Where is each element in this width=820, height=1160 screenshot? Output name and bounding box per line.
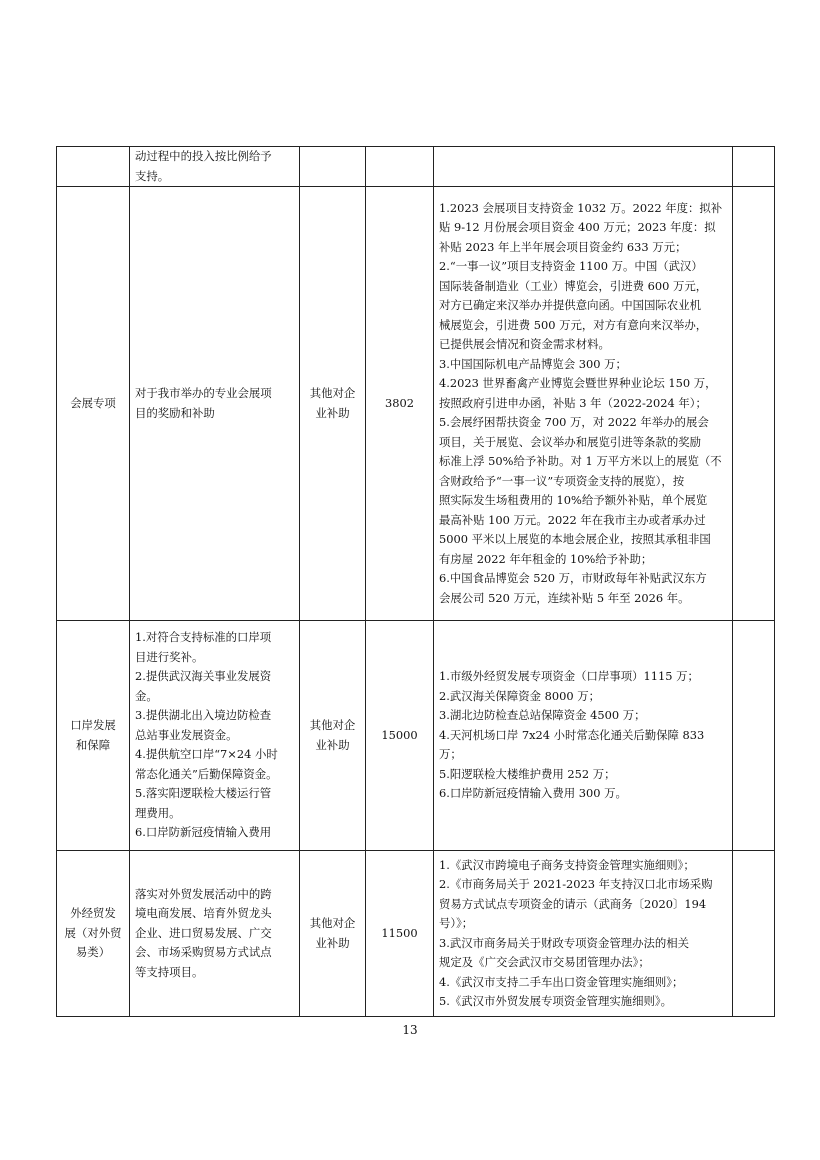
amount-cell: [366, 147, 434, 187]
description-line: 落实对外贸发展活动中的跨: [135, 886, 272, 901]
basis-line: 有房屋 2022 年年租金的 10%给予补助；: [439, 551, 653, 566]
description-line: 目进行奖补。: [135, 649, 204, 664]
amount-cell: 3802: [366, 187, 434, 621]
source-line: 业补助: [315, 737, 350, 752]
basis-line: 1.2023 会展项目支持资金 1032 万。2022 年度：拟补: [439, 200, 723, 215]
remark-cell: [733, 147, 775, 187]
description-line: 6.口岸防新冠疫情输入费用: [135, 825, 272, 840]
fund-source-cell: [300, 147, 366, 187]
basis-line: 贴 9-12 月份展会项目资金 400 万元；2023 年度：拟: [439, 220, 716, 235]
basis-line: 4.天河机场口岸 7x24 小时常态化通关后勤保障 833: [439, 727, 705, 742]
basis-line: 5.《武汉市外贸发展专项资金管理实施细则》。: [439, 994, 672, 1008]
page-number: 13: [402, 1023, 418, 1037]
basis-line: 国际装备制造业（工业）博览会，引进费 600 万元，: [439, 278, 708, 293]
description-line: 常态化通关”后勤保障资金。: [135, 766, 278, 781]
funding-table-body: [57, 147, 775, 1017]
description-cell: [130, 621, 300, 851]
description-line: 等支持项目。: [135, 964, 204, 979]
basis-line: 5.阳逻联检大楼维护费用 252 万；: [439, 766, 616, 781]
description-line: 总站事业发展资金。: [135, 727, 238, 742]
basis-cell: [434, 147, 733, 187]
basis-line: 5000 平米以上展览的本地会展企业，按照其承租非国: [439, 532, 711, 547]
category-cell: [57, 187, 130, 621]
category-line: 会展专项: [70, 395, 116, 410]
description-line: 支持。: [135, 168, 170, 183]
description-cell: [130, 187, 300, 621]
table-row: [57, 187, 775, 621]
basis-line: 6.中国食品博览会 520 万，市财政每年补贴武汉东方: [439, 571, 707, 586]
source-line: 其他对企: [309, 718, 356, 732]
basis-line: 按照政府引进申办函，补贴 3 年（2022-2024 年）；: [439, 395, 707, 410]
basis-line: 标准上浮 50%给予补助。对 1 万平方米以上的展览（不: [439, 454, 722, 469]
basis-line: 对方已确定来汉举办并提供意向函。中国国际农业机: [439, 298, 701, 313]
basis-cell: [434, 851, 733, 1017]
description-cell: [130, 851, 300, 1017]
basis-line: 项目，关于展览、会议举办和展览引进等条款的奖励: [439, 434, 701, 449]
category-cell: [57, 851, 130, 1017]
source-line: 业补助: [315, 405, 350, 420]
basis-line: 照实际发生场租费用的 10%给予额外补贴，单个展览: [439, 493, 708, 508]
description-line: 金。: [135, 688, 158, 703]
fund-source-cell: [300, 621, 366, 851]
category-line: 展（对外贸: [64, 925, 122, 940]
category-line: 和保障: [75, 737, 111, 752]
basis-line: 万；: [439, 747, 462, 762]
description-line: 理费用。: [135, 805, 181, 820]
amount-cell: 11500: [366, 851, 434, 1017]
table-row: [57, 621, 775, 851]
basis-line: 最高补贴 100 万元。2022 年在我市主办或者承办过: [439, 512, 706, 527]
table-row: [57, 851, 775, 1017]
basis-line: 3.武汉市商务局关于财政专项资金管理办法的相关: [439, 935, 690, 950]
basis-line: 3.湖北边防检查总站保障资金 4500 万；: [439, 708, 646, 723]
basis-line: 号）》；: [439, 916, 474, 930]
category-cell: [57, 147, 130, 187]
description-line: 5.落实阳逻联检大楼运行管: [135, 786, 272, 801]
basis-line: 1.《武汉市跨境电子商务支持资金管理实施细则》；: [439, 857, 695, 872]
description-cell: [130, 147, 300, 187]
category-line: 易类）: [75, 945, 111, 960]
basis-line: 1.市级外经贸发展专项资金（口岸事项）1115 万；: [439, 669, 699, 684]
description-line: 2.提供武汉海关事业发展资: [135, 669, 272, 684]
basis-line: 2.《市商务局关于 2021-2023 年支持汉口北市场采购: [439, 877, 713, 891]
basis-line: 械展览会，引进费 500 万元，对方有意向来汉举办，: [439, 317, 708, 332]
remark-cell: [733, 851, 775, 1017]
basis-line: 贸易方式试点专项资金的请示（武商务〔2020〕194: [439, 896, 707, 911]
basis-line: 4.《武汉市支持二手车出口资金管理实施细则》；: [439, 974, 684, 989]
amount-cell: 15000: [366, 621, 434, 851]
description-line: 境电商发展、培育外贸龙头: [135, 906, 272, 921]
basis-cell: [434, 187, 733, 621]
category-cell: [57, 621, 130, 851]
description-line: 动过程中的投入按比例给予: [135, 149, 272, 163]
fund-source-cell: [300, 187, 366, 621]
description-line: 对于我市举办的专业会展项: [135, 386, 272, 400]
basis-line: 4.2023 世界畜禽产业博览会暨世界种业论坛 150 万，: [439, 376, 717, 391]
basis-line: 补贴 2023 年上半年展会项目资金约 633 万元；: [439, 239, 687, 254]
basis-line: 3.中国国际机电产品博览会 300 万；: [439, 356, 627, 371]
source-line: 其他对企: [309, 916, 356, 930]
remark-cell: [733, 621, 775, 851]
basis-cell: [434, 621, 733, 851]
category-line: 外经贸发: [70, 906, 116, 921]
description-line: 目的奖励和补助: [135, 405, 215, 420]
source-line: 业补助: [315, 935, 350, 950]
description-line: 4.提供航空口岸“7×24 小时: [135, 747, 278, 762]
fund-source-cell: [300, 851, 366, 1017]
basis-line: 规定及《广交会武汉市交易团管理办法》；: [439, 955, 650, 969]
basis-line: 2.武汉海关保障资金 8000 万；: [439, 688, 601, 703]
description-line: 会、市场采购贸易方式试点: [135, 945, 272, 960]
description-line: 3.提供湖北出入境边防检查: [135, 708, 272, 723]
basis-line: 2.“一事一议”项目支持资金 1100 万。中国（武汉）: [439, 259, 703, 274]
description-line: 企业、进口贸易发展、广交: [135, 925, 272, 940]
basis-line: 会展公司 520 万元，连续补贴 5 年至 2026 年。: [439, 590, 690, 605]
category-line: 口岸发展: [70, 718, 116, 732]
basis-line: 含财政给予“一事一议”专项资金支持的展览），按: [439, 473, 685, 488]
funding-table: [56, 146, 775, 1017]
basis-line: 已提供展会情况和资金需求材料。: [439, 337, 610, 352]
table-row: [57, 147, 775, 187]
remark-cell: [733, 187, 775, 621]
source-line: 其他对企: [309, 386, 356, 400]
basis-line: 5.会展纾困帮扶资金 700 万，对 2022 年举办的展会: [439, 415, 709, 430]
description-line: 1.对符合支持标准的口岸项: [135, 630, 272, 645]
basis-line: 6.口岸防新冠疫情输入费用 300 万。: [439, 786, 627, 801]
